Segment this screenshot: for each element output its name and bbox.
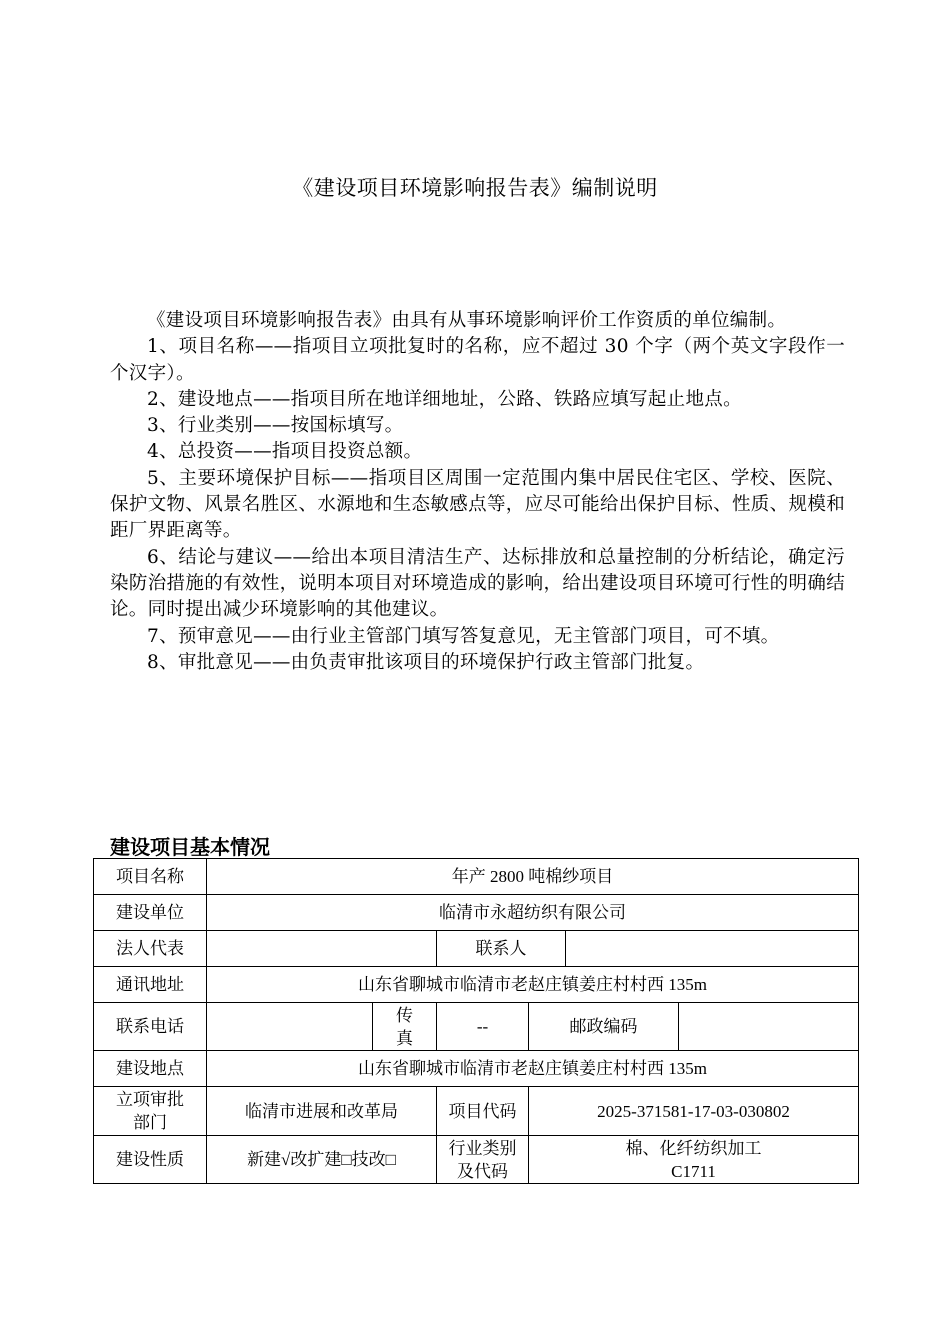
project-name-value: 年产 2800 吨棉纱项目 <box>207 859 859 895</box>
address-label: 通讯地址 <box>94 967 207 1003</box>
project-code-label: 项目代码 <box>437 1087 529 1136</box>
instructions-body <box>110 308 845 676</box>
paragraph-item-5: 5、主要环境保护目标——指项目区周围一定范围内集中居民住宅区、学校、医院、保护文物、风景名胜区、水源地和生态敏感点等，应尽可能给出保护目标、性质、规模和距厂界距离等。 <box>110 467 845 542</box>
nature-label: 建设性质 <box>94 1136 207 1184</box>
document-title: 《建设项目环境影响报告表》编制说明 <box>292 176 658 200</box>
paragraph-item-8: 8、审批意见——由负责审批该项目的环境保护行政主管部门批复。 <box>147 651 705 673</box>
phone-value <box>207 1003 373 1051</box>
fax-value: -- <box>437 1003 529 1051</box>
phone-label: 联系电话 <box>94 1003 207 1051</box>
fax-label: 传真 <box>373 1003 437 1051</box>
project-code-value: 2025-371581-17-03-030802 <box>529 1087 859 1136</box>
builder-value: 临清市永超纺织有限公司 <box>207 895 859 931</box>
paragraph-intro: 《建设项目环境影响报告表》由具有从事环境影响评价工作资质的单位编制。 <box>147 310 787 331</box>
address-value: 山东省聊城市临清市老赵庄镇姜庄村村西 135m <box>207 967 859 1003</box>
location-value: 山东省聊城市临清市老赵庄镇姜庄村村西 135m <box>207 1051 859 1087</box>
nature-value: 新建√改扩建□技改□ <box>207 1136 437 1184</box>
table-row <box>94 1003 859 1051</box>
paragraph-item-2: 2、建设地点——指项目所在地详细地址，公路、铁路应填写起止地点。 <box>147 388 742 410</box>
postcode-label: 邮政编码 <box>529 1003 679 1051</box>
paragraph-item-6: 6、结论与建议——给出本项目清洁生产、达标排放和总量控制的分析结论，确定污染防治措施的有效性，说明本项目对环境造成的影响，给出建设项目环境可行性的明确结论。同时提出减少环境影响的其他建议。 <box>110 546 845 621</box>
table-row <box>94 1051 859 1087</box>
approval-dept-value: 临清市进展和改革局 <box>207 1087 437 1136</box>
legal-rep-label: 法人代表 <box>94 931 207 967</box>
table-row <box>94 1136 859 1184</box>
table-row <box>94 895 859 931</box>
contact-value <box>566 931 859 967</box>
contact-label: 联系人 <box>437 931 566 967</box>
project-info-table <box>93 858 859 1184</box>
postcode-value <box>679 1003 859 1051</box>
project-name-label: 项目名称 <box>94 859 207 895</box>
location-label: 建设地点 <box>94 1051 207 1087</box>
legal-rep-value <box>207 931 437 967</box>
paragraph-item-1: 1、项目名称——指项目立项批复时的名称，应不超过 30 个字（两个英文字段作一个汉字）。 <box>110 336 845 384</box>
table-row <box>94 931 859 967</box>
paragraph-item-4: 4、总投资——指项目投资总额。 <box>147 441 423 463</box>
builder-label: 建设单位 <box>94 895 207 931</box>
industry-label: 行业类别及代码 <box>437 1136 529 1184</box>
paragraph-item-7: 7、预审意见——由行业主管部门填写答复意见，无主管部门项目，可不填。 <box>147 625 780 647</box>
table-row <box>94 859 859 895</box>
paragraph-item-3: 3、行业类别——按国标填写。 <box>147 415 404 437</box>
industry-value: 棉、化纤纺织加工 C1711 <box>529 1136 859 1184</box>
table-row <box>94 967 859 1003</box>
table-row <box>94 1087 859 1136</box>
section-title: 建设项目基本情况 <box>110 835 270 859</box>
approval-dept-label: 立项审批部门 <box>94 1087 207 1136</box>
